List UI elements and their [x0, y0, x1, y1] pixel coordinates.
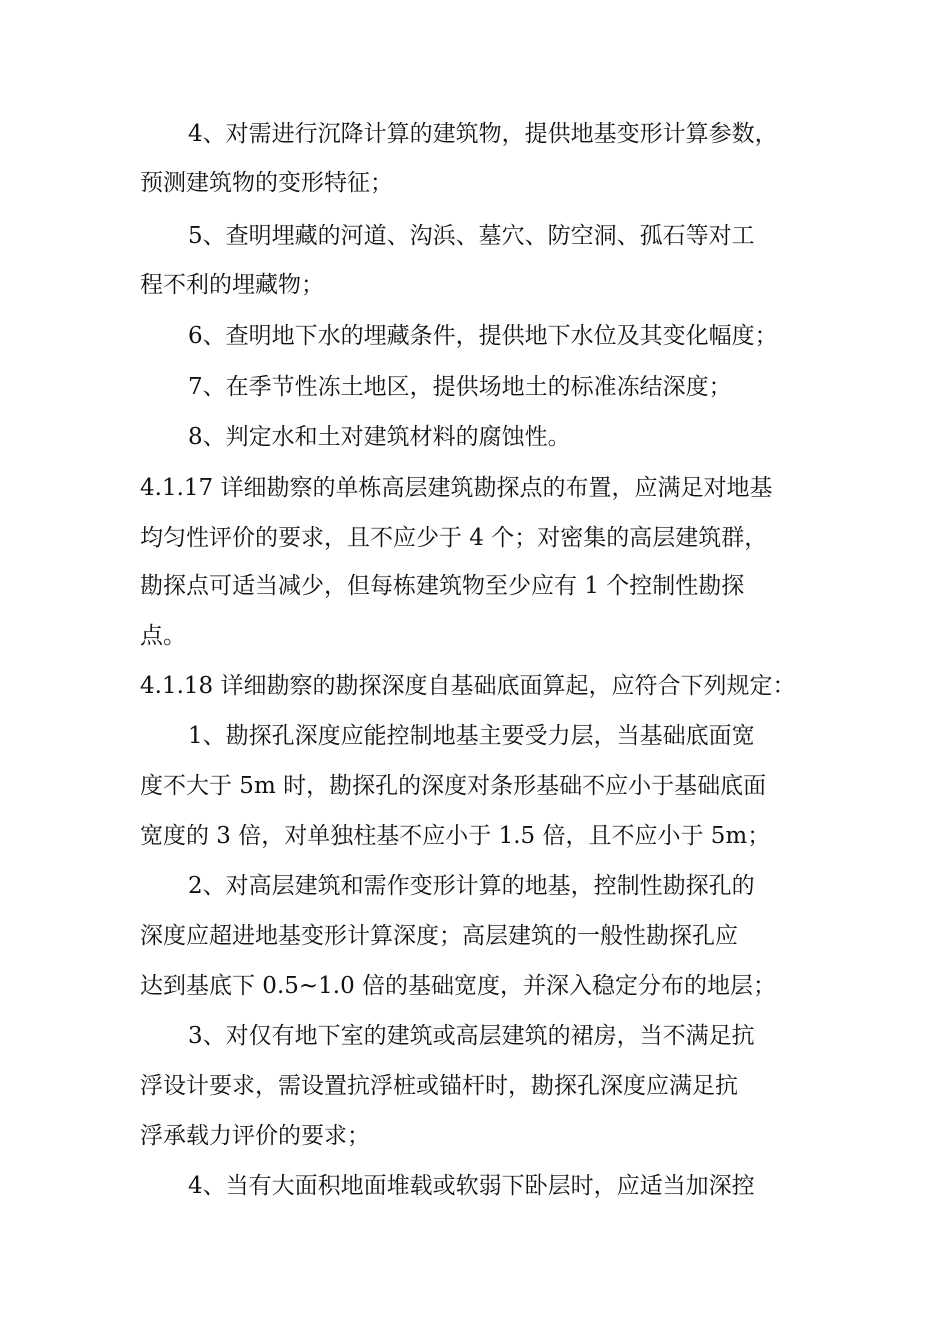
text-line: 4、对需进行沉降计算的建筑物，提供地基变形计算参数， [188, 121, 778, 147]
text-line: 4、当有大面积地面堆载或软弱下卧层时，应适当加深控 [188, 1173, 755, 1199]
text-line: 7、在季节性冻土地区，提供场地土的标准冻结深度； [188, 374, 732, 400]
text-line: 浮设计要求，需设置抗浮桩或锚杆时，勘探孔深度应满足抗 [140, 1073, 738, 1099]
text-line: 点。 [140, 623, 186, 649]
text-line: 浮承载力评价的要求； [140, 1123, 370, 1149]
text-line: 5、查明埋藏的河道、沟浜、墓穴、防空洞、孤石等对工 [188, 223, 755, 249]
text-line: 8、判定水和土对建筑材料的腐蚀性。 [188, 424, 571, 450]
text-line: 预测建筑物的变形特征； [140, 170, 393, 196]
text-line: 勘探点可适当减少，但每栋建筑物至少应有 1 个控制性勘探 [140, 573, 745, 599]
text-line: 宽度的 3 倍，对单独柱基不应小于 1.5 倍，且不应小于 5m； [140, 823, 771, 849]
text-line: 4.1.18 详细勘察的勘探深度自基础底面算起，应符合下列规定： [140, 673, 796, 699]
text-line: 均匀性评价的要求，且不应少于 4 个；对密集的高层建筑群， [140, 525, 768, 551]
text-line: 6、查明地下水的埋藏条件，提供地下水位及其变化幅度； [188, 323, 778, 349]
text-line: 程不利的埋藏物； [140, 272, 324, 298]
text-line: 3、对仅有地下室的建筑或高层建筑的裙房，当不满足抗 [188, 1023, 755, 1049]
text-line: 2、对高层建筑和需作变形计算的地基，控制性勘探孔的 [188, 873, 755, 899]
text-line: 度不大于 5m 时，勘探孔的深度对条形基础不应小于基础底面 [140, 773, 767, 799]
text-line: 1、勘探孔深度应能控制地基主要受力层，当基础底面宽 [188, 723, 755, 749]
text-line: 4.1.17 详细勘察的单栋高层建筑勘探点的布置，应满足对地基 [140, 475, 773, 501]
text-line: 深度应超进地基变形计算深度；高层建筑的一般性勘探孔应 [140, 923, 738, 949]
text-line: 达到基底下 0.5~1.0 倍的基础宽度，并深入稳定分布的地层； [140, 973, 777, 999]
